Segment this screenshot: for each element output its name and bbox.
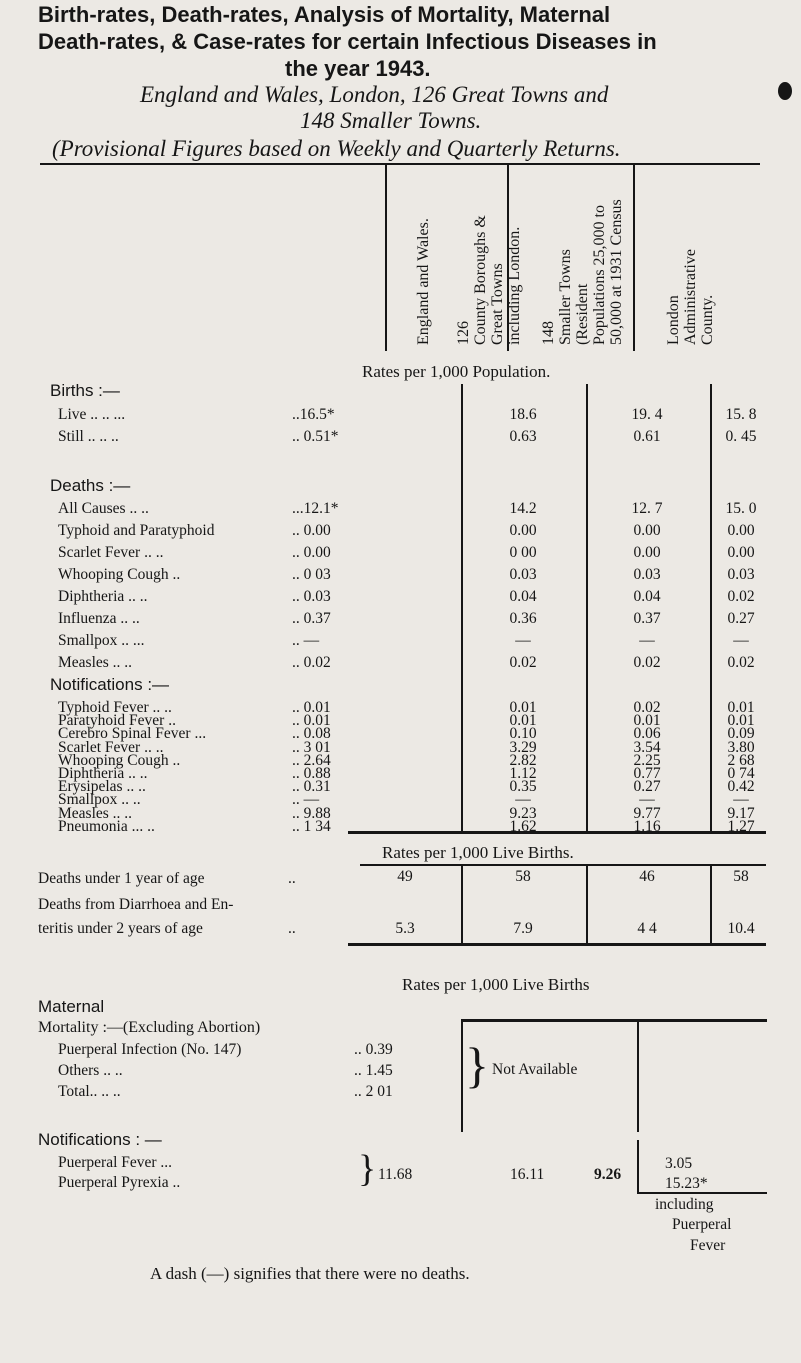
diarrhoea-label-b: teritis under 2 years of age <box>38 920 203 937</box>
value-great-towns: 0.63 <box>509 428 537 445</box>
value-great-towns: 0.00 <box>509 522 537 539</box>
value-smaller-towns: 1.16 <box>633 817 661 835</box>
value-england-wales: .. 2.64 <box>292 751 331 769</box>
row-label: All Causes .. .. <box>58 500 149 517</box>
value-england-wales: .. 0.37 <box>292 610 331 627</box>
value-london: 0.27 <box>727 610 755 627</box>
maternal-row-value: .. 1.45 <box>354 1062 393 1079</box>
col-head-lon-line: London <box>665 295 682 345</box>
row-label: Still .. .. .. <box>58 428 119 445</box>
value-smaller-towns: 19. 4 <box>631 406 663 423</box>
value-great-towns: 1.62 <box>509 817 537 835</box>
value-england-wales: .. 0.03 <box>292 588 331 605</box>
row-label: Whooping Cough .. <box>58 566 181 583</box>
value-london: 0 74 <box>727 765 755 782</box>
col-head-ew-line: England and Wales. <box>415 218 432 345</box>
col-head-gt-line: including London. <box>506 226 523 345</box>
value-great-towns: 0 00 <box>509 544 537 561</box>
value-england-wales: .. 0.00 <box>292 544 331 561</box>
value-london: 15. 0 <box>725 500 757 517</box>
infant-deaths-gt: 58 <box>515 868 531 885</box>
row-label: Influenza .. .. <box>58 610 140 627</box>
value-london: — <box>733 632 749 649</box>
diarrhoea-ew: 5.3 <box>395 920 415 937</box>
puerperal-note-1: including <box>655 1196 714 1213</box>
col-head-lon-line: Administrative <box>682 249 699 345</box>
infant-deaths-st: 46 <box>639 868 655 885</box>
value-london: 15. 8 <box>725 406 757 423</box>
infant-top-rule <box>360 864 766 866</box>
value-smaller-towns: 0.77 <box>633 765 661 782</box>
row-label: Live .. .. ... <box>58 406 126 423</box>
value-smaller-towns: 0.37 <box>633 610 661 627</box>
puerperal-ew: 11.68 <box>378 1166 413 1183</box>
value-england-wales: .. 0.88 <box>292 765 331 782</box>
maternal-notifications-heading: Notifications : — <box>38 1130 162 1149</box>
value-england-wales: .. 3 01 <box>292 738 331 756</box>
value-london: 0.00 <box>727 522 755 539</box>
title-line-5: 148 Smaller Towns. <box>300 108 482 133</box>
value-england-wales: .. 0.02 <box>292 654 331 671</box>
maternal-row-label: Others .. .. <box>58 1062 123 1079</box>
value-london: 9.17 <box>727 804 755 822</box>
puerperal-note-3: Fever <box>690 1237 726 1254</box>
rates-live-births-caption: Rates per 1,000 Live Births. <box>382 843 574 862</box>
value-great-towns: 0.36 <box>509 610 537 627</box>
value-england-wales: .. 0.01 <box>292 699 331 716</box>
col-head-lon-line: County. <box>699 294 716 345</box>
row-label: Whooping Cough .. <box>58 751 181 769</box>
value-london: — <box>733 791 749 809</box>
value-england-wales: .. 1 34 <box>292 817 331 835</box>
value-smaller-towns: 0.61 <box>633 428 661 445</box>
value-smaller-towns: 0.04 <box>633 588 661 605</box>
value-england-wales: .. — <box>292 632 320 649</box>
col-head-smaller-towns <box>540 199 625 345</box>
value-great-towns: 0.04 <box>509 588 537 605</box>
value-smaller-towns: 0.02 <box>633 654 661 671</box>
puerperal-lon-1: 3.05 <box>665 1155 693 1172</box>
row-label: Paratyhoid Fever .. <box>58 712 176 730</box>
value-great-towns: 2.82 <box>509 751 537 769</box>
value-great-towns: 9.23 <box>509 804 537 822</box>
maternal-top-rule <box>461 1019 767 1022</box>
not-available-text: Not Available <box>492 1061 578 1078</box>
col-head-gt-line: County Boroughs & <box>472 215 489 345</box>
maternal-row-label: Total.. .. .. <box>58 1083 121 1100</box>
maternal-notif-divider <box>637 1140 639 1192</box>
row-label: Erysipelas .. .. <box>58 778 146 796</box>
row-label: Measles .. .. <box>58 804 133 822</box>
infant-deaths-label: Deaths under 1 year of age <box>38 870 205 887</box>
puerperal-st: 9.26 <box>594 1166 622 1183</box>
col-head-england-wales <box>415 218 432 345</box>
rates-live-births-caption-2: Rates per 1,000 Live Births <box>402 975 590 994</box>
col-head-gt-line: Great Towns <box>489 263 506 345</box>
col-head-st-line: Populations 25,000 to <box>591 204 608 345</box>
value-smaller-towns: 0.06 <box>633 725 661 743</box>
value-great-towns: 14.2 <box>509 500 537 517</box>
puerperal-note-2: Puerperal <box>672 1216 732 1233</box>
diarrhoea-gt: 7.9 <box>513 920 533 937</box>
title-line-6: (Provisional Figures based on Weekly and Quarterly Returns. <box>52 136 621 161</box>
value-england-wales: .. 0 03 <box>292 566 331 583</box>
infant-divider-1 <box>461 864 463 944</box>
value-great-towns: 0.02 <box>509 654 537 671</box>
body-divider-2 <box>586 384 588 832</box>
value-england-wales: .. 0.51* <box>292 428 339 445</box>
value-great-towns: — <box>515 791 531 809</box>
col-head-great-towns <box>455 215 523 345</box>
maternal-divider-1 <box>461 1020 463 1132</box>
puerperal-pyrexia-label: Puerperal Pyrexia .. <box>58 1174 181 1191</box>
value-great-towns: 0.03 <box>509 566 537 583</box>
col-divider-2 <box>385 165 387 351</box>
value-smaller-towns: — <box>639 632 655 649</box>
value-great-towns: 18.6 <box>509 406 537 423</box>
value-london: 0.09 <box>727 725 755 743</box>
row-label: Cerebro Spinal Fever ... <box>58 725 207 743</box>
value-london: 2 68 <box>727 751 755 769</box>
title-line-1: Birth-rates, Death-rates, Analysis of Mortality, Maternal <box>38 2 611 27</box>
value-london: 0.01 <box>727 712 755 730</box>
value-smaller-towns: 0.27 <box>633 778 661 796</box>
diarrhoea-label-a: Deaths from Diarrhoea and En- <box>38 896 234 913</box>
value-england-wales: .. 0.00 <box>292 522 331 539</box>
col-head-st-line: 148 <box>540 321 557 345</box>
row-label: Scarlet Fever .. .. <box>58 738 164 756</box>
value-london: 0. 45 <box>725 428 757 445</box>
value-england-wales: .. — <box>292 791 320 809</box>
value-great-towns: — <box>515 632 531 649</box>
body-divider-1 <box>461 384 463 832</box>
maternal-row-value: .. 2 01 <box>354 1083 393 1100</box>
bracket-right-icon: } <box>358 1148 377 1190</box>
title-line-3: the year 1943. <box>285 56 431 81</box>
value-london: 3.80 <box>727 738 755 756</box>
value-smaller-towns: 0.01 <box>633 712 661 730</box>
value-london: 0.00 <box>727 544 755 561</box>
value-great-towns: 3.29 <box>509 738 537 756</box>
col-head-st-line: 50,000 at 1931 Census <box>608 199 625 345</box>
value-london: 0.02 <box>727 588 755 605</box>
value-smaller-towns: 0.00 <box>633 544 661 561</box>
value-great-towns: 1.12 <box>509 765 537 782</box>
maternal-row-value: .. 0.39 <box>354 1041 393 1058</box>
maternal-row-label: Puerperal Infection (No. 147) <box>58 1041 242 1058</box>
row-label: Diphtheria .. .. <box>58 765 148 782</box>
maternal-divider-2 <box>637 1020 639 1132</box>
infant-bottom-rule <box>348 943 766 946</box>
value-smaller-towns: 0.03 <box>633 566 661 583</box>
value-smaller-towns: — <box>639 791 655 809</box>
infant-divider-2 <box>586 864 588 944</box>
row-label: Diphtheria .. .. <box>58 588 148 605</box>
maternal-heading: Maternal <box>38 997 105 1016</box>
col-head-gt-line: 126 <box>455 321 472 345</box>
value-england-wales: .. 0.31 <box>292 778 331 796</box>
title-line-2: Death-rates, & Case-rates for certain Infectious Diseases in <box>38 29 657 54</box>
binding-hole-mark <box>778 82 792 100</box>
row-label: Pneumonia ... .. <box>58 817 155 835</box>
value-england-wales: .. 0.01 <box>292 712 331 730</box>
value-great-towns: 0.35 <box>509 778 537 796</box>
puerperal-lon-2: 15.23* <box>665 1175 708 1192</box>
notifications-heading: Notifications :— <box>50 675 170 694</box>
col-head-st-line: (Resident <box>574 283 591 345</box>
puerperal-fever-label: Puerperal Fever ... <box>58 1154 173 1171</box>
col-head-london <box>665 249 716 345</box>
value-smaller-towns: 9.77 <box>633 804 661 822</box>
footnote: A dash (—) signifies that there were no deaths. <box>150 1264 470 1283</box>
maternal-mortality-heading: Mortality :—(Excluding Abortion) <box>38 1019 261 1036</box>
diarrhoea-st: 4 4 <box>637 920 657 937</box>
value-london: 1.27 <box>727 817 755 835</box>
row-label: Scarlet Fever .. .. <box>58 544 164 561</box>
header-top-rule <box>40 163 760 165</box>
value-great-towns: 0.01 <box>509 699 537 716</box>
infant-deaths-ew: 49 <box>397 868 413 885</box>
infant-deaths-lon: 58 <box>733 868 749 885</box>
diarrhoea-lon: 10.4 <box>727 920 755 937</box>
value-smaller-towns: 12. 7 <box>631 500 663 517</box>
value-london: 0.02 <box>727 654 755 671</box>
col-divider-4 <box>633 165 635 351</box>
deaths-heading: Deaths :— <box>50 476 131 495</box>
value-england-wales: .. 9.88 <box>292 804 331 822</box>
value-smaller-towns: 3.54 <box>633 738 661 756</box>
row-label: Smallpox .. .. <box>58 791 141 809</box>
bracket-right-icon: } <box>465 1037 489 1093</box>
value-smaller-towns: 2.25 <box>633 751 661 769</box>
value-great-towns: 0.01 <box>509 712 537 730</box>
row-label: Typhoid and Paratyphoid <box>58 522 215 539</box>
value-london: 0.01 <box>727 699 755 716</box>
rates-population-caption: Rates per 1,000 Population. <box>362 362 551 381</box>
puerperal-gt: 16.11 <box>510 1166 545 1183</box>
value-england-wales: .. 0.08 <box>292 725 331 743</box>
value-london: 0.03 <box>727 566 755 583</box>
col-head-st-line: Smaller Towns <box>557 249 574 345</box>
row-label: Measles .. .. <box>58 654 133 671</box>
maternal-notif-bottom-rule <box>637 1192 767 1194</box>
value-england-wales: ...12.1* <box>292 500 339 517</box>
row-label: Smallpox .. ... <box>58 632 145 649</box>
row-label: Typhoid Fever .. .. <box>58 699 172 716</box>
value-smaller-towns: 0.00 <box>633 522 661 539</box>
value-great-towns: 0.10 <box>509 725 537 743</box>
value-england-wales: ..16.5* <box>292 406 335 423</box>
value-smaller-towns: 0.02 <box>633 699 661 716</box>
title-line-4: England and Wales, London, 126 Great Towns and <box>140 82 609 107</box>
value-london: 0.42 <box>727 778 755 796</box>
births-heading: Births :— <box>50 381 120 400</box>
